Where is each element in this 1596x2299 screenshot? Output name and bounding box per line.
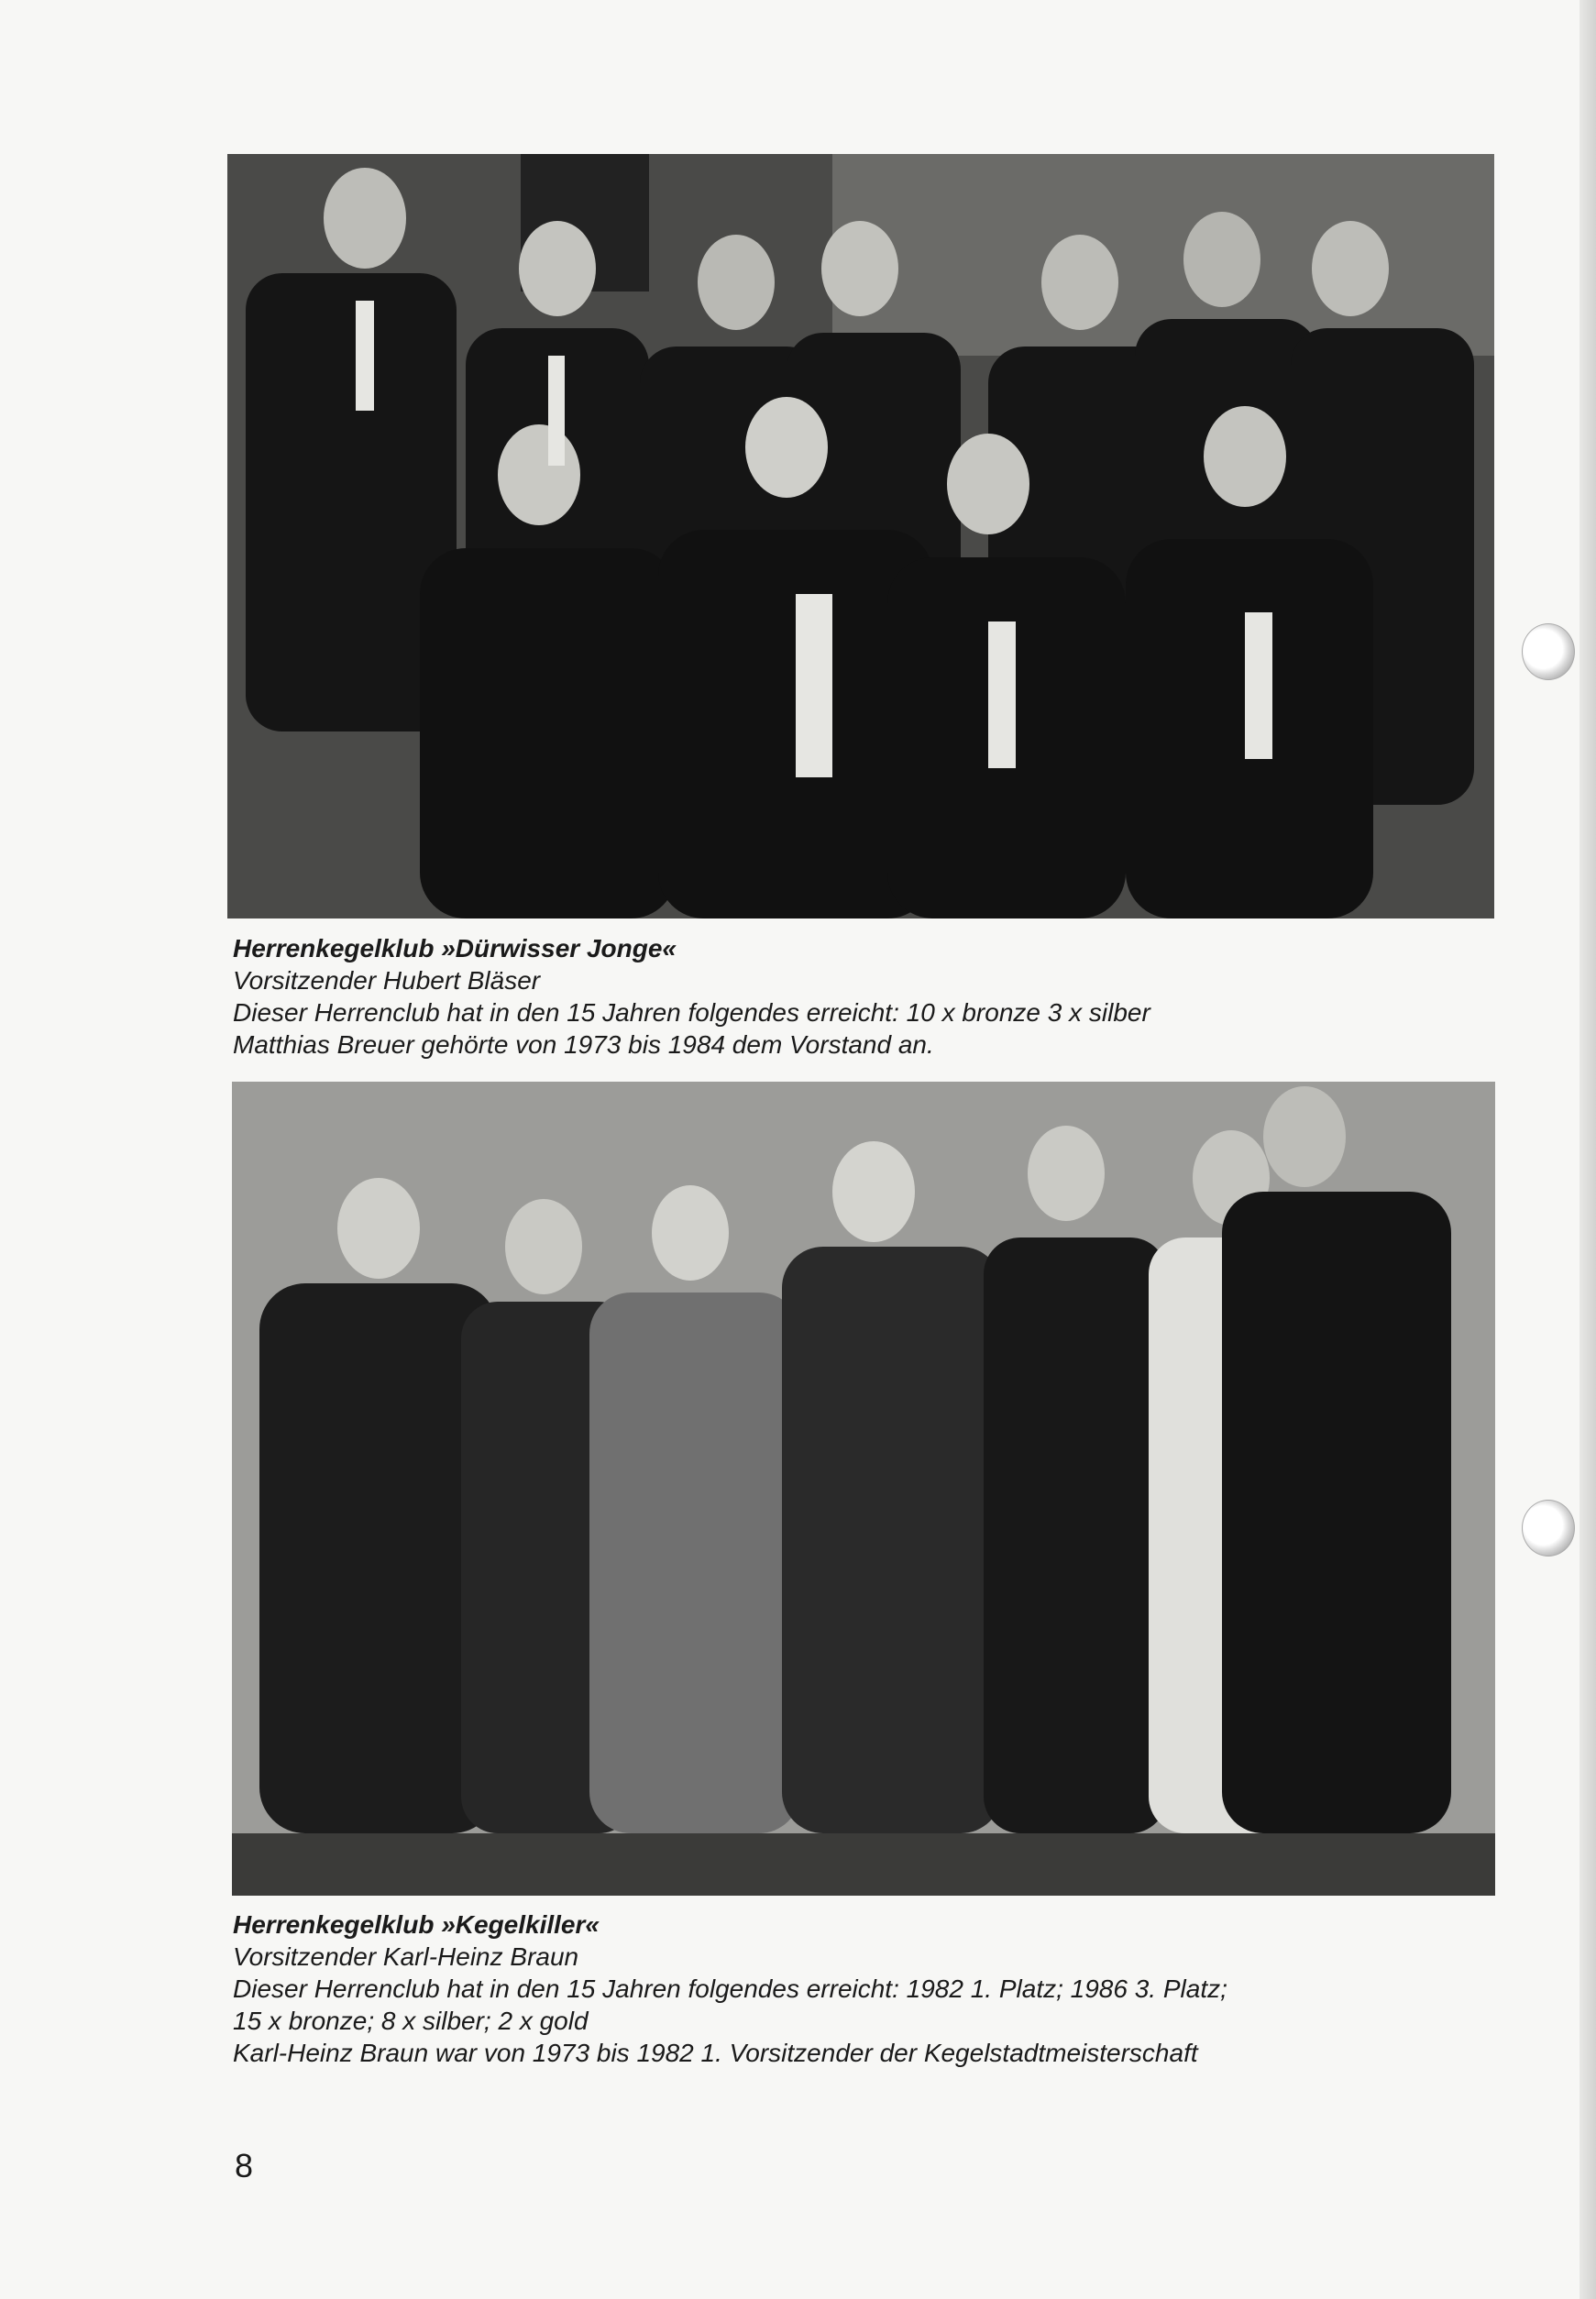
achievements-line: Dieser Herrenclub hat in den 15 Jahren folgendes erreicht: 10 x bronze 3 x silber: [233, 998, 1150, 1027]
chairman-line: Vorsitzender Hubert Bläser: [233, 966, 541, 995]
photo-illustration-2: [232, 1082, 1495, 1896]
page-edge: [1579, 0, 1596, 2299]
chairman-line: Vorsitzender Karl-Heinz Braun: [233, 1942, 579, 1971]
punch-hole: [1522, 1500, 1575, 1556]
caption-duerwisser-jonge: [233, 932, 1150, 1061]
page-number: 8: [235, 2147, 254, 2184]
punch-hole: [1522, 623, 1575, 680]
club-title: Herrenkegelklub »Dürwisser Jonge«: [233, 934, 677, 962]
medals-line: 15 x bronze; 8 x silber; 2 x gold: [233, 2007, 589, 2035]
photo-illustration-1: [227, 154, 1494, 918]
achievements-line: Dieser Herrenclub hat in den 15 Jahren folgendes erreicht: 1982 1. Platz; 1986 3. Platz;: [233, 1974, 1227, 2003]
club-title: Herrenkegelklub »Kegelkiller«: [233, 1910, 600, 1939]
chairman-history-line: Karl-Heinz Braun war von 1973 bis 1982 1. Vorsitzender der Kegelstadtmeisterschaft: [233, 2039, 1198, 2067]
caption-kegelkiller: [233, 1908, 1227, 2069]
group-photo-duerwisser-jonge: [227, 154, 1494, 918]
group-photo-kegelkiller: [232, 1082, 1495, 1896]
board-member-line: Matthias Breuer gehörte von 1973 bis 1984 dem Vorstand an.: [233, 1030, 934, 1059]
